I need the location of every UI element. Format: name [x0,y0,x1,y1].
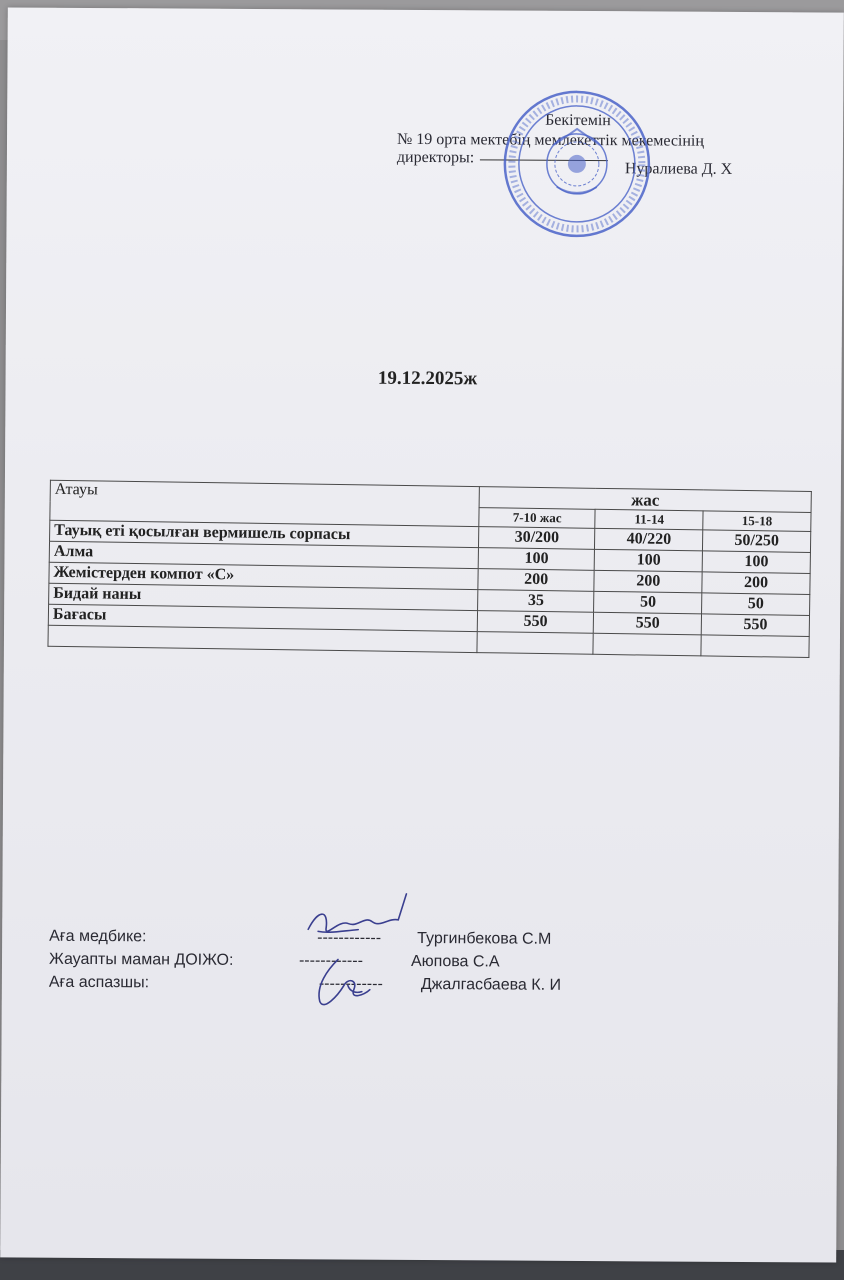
director-name: Нуралиева Д. Х [624,160,733,178]
price-value: 550 [477,611,594,634]
signature-dash: ------------ [318,975,383,993]
age-group-header: 15-18 [703,511,811,532]
price-value: 550 [701,614,809,637]
portion-value: 35 [478,590,595,613]
age-column-header: жас [479,487,811,513]
portion-value: 100 [595,549,703,572]
signature-person: Аюпова С.А [410,952,500,971]
dish-name: Алма [49,541,478,568]
name-column-header: Атауы [50,480,480,526]
cook-signature [308,955,378,1011]
dish-name: Тауық еті қосылған вермишель сорпасы [50,520,479,547]
dish-name: Бағасы [48,604,477,631]
portion-value: 200 [702,572,810,595]
nurse-signature [298,889,418,950]
signature-role: Аға аспазшы: [48,973,150,992]
signature-dash: ------------ [317,929,382,947]
age-group-header: 7-10 жас [479,508,596,529]
document-date: 19.12.2025ж [377,367,478,390]
signature-person: Тургинбекова С.М [417,929,552,948]
age-group-header: 11-14 [595,509,703,530]
director-label: директоры: [396,148,475,167]
signature-person: Джалгасбаева К. И [420,975,562,994]
dish-name: Бидай наны [49,583,478,610]
portion-value: 50/250 [703,530,811,553]
portion-value: 100 [478,548,595,571]
school-line: № 19 орта мектебің мемлекеттік мекемесінің [396,130,705,150]
dish-name: Жемістерден компот «С» [49,562,478,589]
official-stamp [501,88,652,239]
portion-value: 100 [702,551,810,574]
portion-value: 200 [594,570,702,593]
portion-value: 50 [702,593,810,616]
portion-value: 200 [478,569,595,592]
portion-value: 50 [594,591,702,614]
signature-role: Аға медбике: [49,927,147,946]
signature-role: Жауапты маман ДОІЖО: [48,950,234,969]
price-value: 550 [594,612,702,635]
portion-value: 40/220 [595,528,703,551]
document-page [0,7,844,1262]
menu-table [47,480,811,658]
signature-dash: ------------ [298,952,363,970]
portion-value: 30/200 [478,527,595,550]
approval-title: Бекітемін [545,111,611,130]
